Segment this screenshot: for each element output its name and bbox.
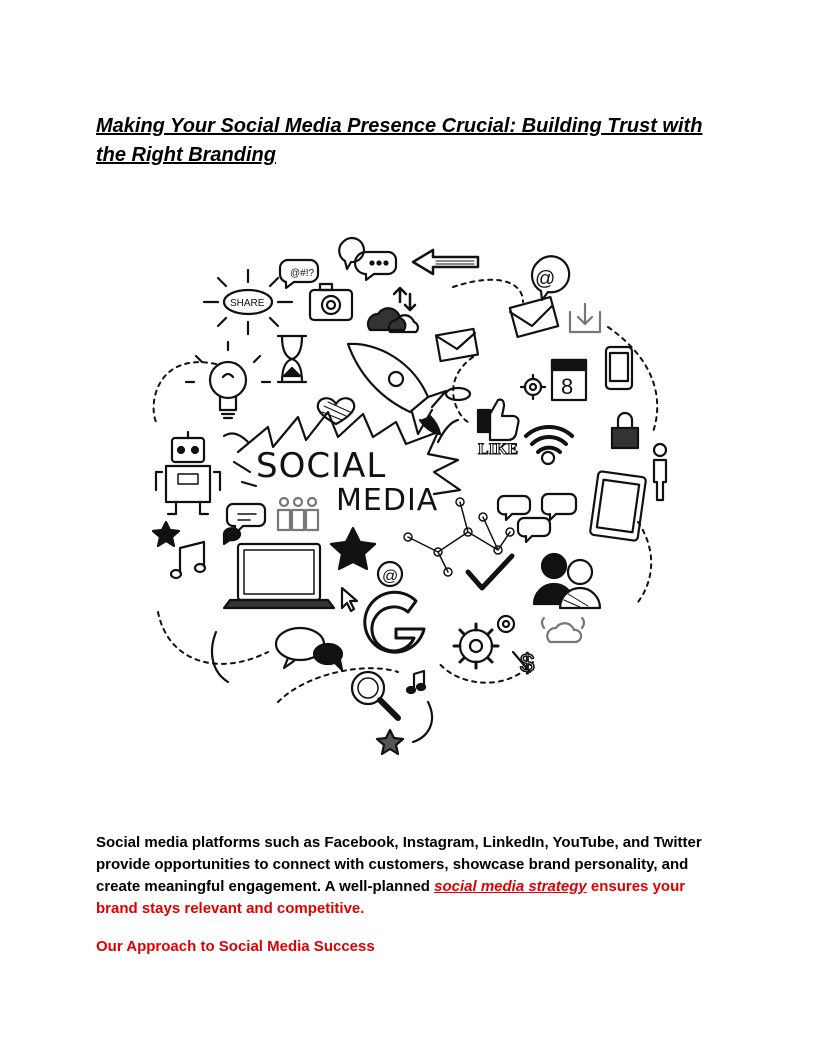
calendar-icon [552,360,586,400]
cursor-icon [342,588,357,611]
smartphone-icon [606,347,632,389]
symbol-bubble-text: @#!? [290,268,315,279]
social-media-illustration [138,232,678,762]
intro-paragraph [96,832,716,920]
tablet-icon [590,471,646,541]
calendar-number: 8 [561,374,574,399]
magnifier-icon [352,672,398,718]
page-title: Making Your Social Media Presence Crucial: Building Trust with the Right Branding [96,115,703,166]
section-heading: Our Approach to Social Media Success [96,938,375,955]
burst-line-media: MEDIA [336,483,439,518]
paragraph-text-after-link: ensures your brand stays relevant and competitive. [96,878,686,917]
symbol-bubble-icon [280,260,318,288]
checkmark-icon [468,556,512,588]
rocket-icon [348,344,446,434]
wifi-icon [526,427,572,464]
small-music-note-icon [407,671,425,693]
chat-bubble-icon [339,238,396,280]
bottom-star-icon [377,730,403,754]
hourglass-icon [278,336,306,382]
gears-icon [454,616,514,668]
chat-bubbles-icon [224,504,265,544]
lightbulb-icon [186,342,270,418]
message-bubbles-icon [498,494,576,542]
share-label: SHARE [230,298,265,309]
download-icon [570,304,600,332]
robot-icon [156,432,220,514]
padlock-icon [612,413,638,448]
laptop-icon [224,544,334,608]
speech-bubbles-icon [276,628,342,670]
person-icon [654,444,666,500]
like-icon [478,400,519,458]
at-bubble-icon [532,256,569,300]
paragraph-text-before-link: Social media platforms such as Facebook, Instagram, LinkedIn, YouTube, and Twitter provide opportunities to connect with customers, showcase brand personality, and create meaningful engagement. A well-planned [96,834,702,895]
small-gear-icon [521,375,545,399]
envelope-icon [510,297,558,337]
google-g-icon [365,592,424,652]
cloud-upload-icon [368,288,418,332]
people-group-icon [278,498,318,530]
at-circle-text: @ [382,568,399,585]
cloud-icon [542,618,584,642]
at-symbol-text: @ [535,268,556,290]
heart-icon [318,398,354,424]
users-icon [534,554,600,608]
star-icon [153,522,179,546]
at-circle-icon [378,562,402,586]
left-arrow-icon [413,250,478,274]
black-star-icon [331,528,375,569]
mail-icon [436,329,478,361]
share-icon [204,270,292,334]
music-note-icon [171,542,205,578]
dollar-text: $ [520,648,535,678]
link-icon [446,388,470,400]
social-media-strategy-link[interactable]: social media strategy [434,878,587,895]
burst-line-social: SOCIAL [256,446,387,486]
camera-icon [310,284,352,320]
like-label: LIKE [478,441,519,458]
